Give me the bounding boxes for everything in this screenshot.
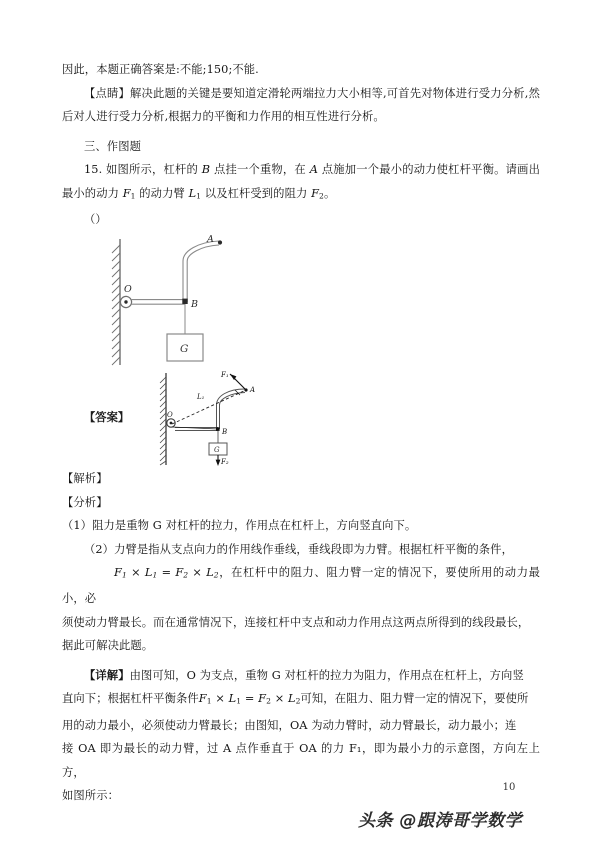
q15-f1-sub: 1 bbox=[130, 191, 136, 201]
answer-point-b-dot bbox=[216, 427, 220, 431]
detail-formula-l1: L bbox=[228, 692, 237, 706]
answer-label-a: A bbox=[250, 386, 256, 395]
q15-l1: L bbox=[188, 186, 197, 200]
q15-text-6: 。 bbox=[323, 186, 336, 200]
detail-f2-sub: 2 bbox=[266, 697, 271, 707]
answer-wall-hatching bbox=[160, 377, 166, 465]
detail-f1-sub: 1 bbox=[206, 697, 212, 707]
figure-lever-question bbox=[106, 235, 286, 371]
q15-f2-sub: 2 bbox=[319, 191, 324, 201]
detail-text-2a: 直向下；根据杠杆平衡条件 bbox=[62, 692, 199, 706]
formula-f2-sub: 2 bbox=[183, 570, 189, 580]
detail-text-1: 由图可知，O 为支点，重物 G 对杠杆的拉力为阻力，作用点在杠杆上，方向竖 bbox=[129, 668, 524, 682]
detail-formula-l2: L bbox=[287, 692, 296, 706]
q15-l1-sub: 1 bbox=[196, 191, 202, 201]
watermark bbox=[0, 806, 600, 831]
answer-figure-row bbox=[62, 371, 540, 467]
analysis-point-1: （1）阻力是重物 G 对杠杆的拉力，作用点在杠杆上，方向竖直向下。 bbox=[62, 519, 417, 533]
answer-label-o: O bbox=[167, 411, 173, 420]
answer-label-l1: L₁ bbox=[197, 393, 205, 402]
point-b-dot bbox=[182, 299, 187, 304]
detail-times-1: × bbox=[211, 692, 229, 706]
question-15 bbox=[62, 158, 540, 208]
conclusion-line: 因此，本题正确答案是:不能;150;不能. bbox=[62, 63, 259, 76]
detail-paragraph-2 bbox=[62, 687, 540, 713]
curve-outer bbox=[187, 245, 219, 261]
empty-paren-line: （） bbox=[84, 212, 107, 226]
watermark-text: 头条 @跟涛哥学数学 bbox=[358, 811, 522, 831]
answer-label-g: G bbox=[214, 446, 220, 455]
formula-l2-sub: 2 bbox=[213, 570, 219, 580]
detail-paragraph-1 bbox=[62, 664, 540, 688]
detail-paragraph-3: 用的动力最小，必须使动力臂最长；由图知，OA 为动力臂时，动力臂最长，动力最小；连 bbox=[62, 718, 517, 732]
detail-formula-f2: F bbox=[258, 692, 267, 706]
label-a: A bbox=[207, 235, 214, 246]
detail-label: 【详解】 bbox=[84, 667, 130, 682]
answer-label-f1: F₁ bbox=[221, 371, 229, 380]
analysis-point-2d: 据此可解决此题。 bbox=[62, 639, 154, 653]
pivot-dot bbox=[124, 300, 127, 303]
q15-text-1: 15. 如图所示，杠杆的 bbox=[84, 163, 202, 176]
label-g: G bbox=[180, 343, 189, 356]
page-number-value: 10 bbox=[502, 782, 516, 793]
q15-point-b: B bbox=[201, 163, 211, 176]
formula-times-2: × bbox=[188, 566, 207, 580]
section-heading: 三、作图题 bbox=[84, 139, 141, 153]
detail-l1-sub: 1 bbox=[236, 697, 242, 707]
answer-label-b: B bbox=[222, 428, 228, 437]
detail-equals: = bbox=[241, 692, 259, 706]
answer-pivot-dot bbox=[170, 422, 173, 425]
answer-curve-inner bbox=[217, 389, 246, 405]
point-a-dot bbox=[218, 241, 222, 245]
analysis-sub-label: 【分析】 bbox=[62, 495, 108, 509]
detail-l2-sub: 2 bbox=[295, 697, 301, 707]
formula-times-1: × bbox=[126, 566, 145, 580]
answer-label-f2: F₂ bbox=[221, 458, 229, 467]
question-figure-wrap bbox=[62, 235, 540, 371]
analysis-label: 【解析】 bbox=[62, 472, 108, 486]
label-o: O bbox=[124, 284, 132, 296]
detail-paragraph-5: 如图所示： bbox=[62, 789, 119, 803]
q15-text-3: 点施加一个最小的动力使杠杆平衡。请画出最小的动力 bbox=[62, 163, 541, 200]
label-b: B bbox=[191, 299, 198, 311]
page-number bbox=[0, 782, 600, 793]
analysis-2b: ，在杠杆中的阻力、阻力臂一定的情况下，要使所用的动力最小，必 bbox=[62, 566, 540, 606]
formula-f1-sub: 1 bbox=[121, 570, 127, 580]
tip-paragraph: 【点睛】解决此题的关键是要知道定滑轮两端拉力大小相等,可首先对物体进行受力分析,然后对人进行受力分析,根据力的平衡和力作用的相互性进行分析。 bbox=[62, 86, 540, 123]
q15-f1: F bbox=[122, 186, 131, 200]
answer-label: 【答案】 bbox=[84, 410, 130, 425]
q15-text-2: 点挂一个重物，在 bbox=[210, 163, 310, 176]
power-arm-line-l1 bbox=[172, 390, 246, 424]
formula-f1: F bbox=[114, 566, 122, 580]
figure-lever-answer bbox=[150, 371, 280, 467]
formula-f2: F bbox=[175, 566, 184, 580]
detail-paragraph-4: 接 OA 即为最长的动力臂，过 A 点作垂直于 OA 的力 F₁，即为最小力的示意图，方向左上方， bbox=[62, 742, 540, 779]
formula-lever-balance bbox=[62, 561, 540, 611]
force-f2-arrowhead bbox=[216, 460, 221, 466]
formula-l1: L bbox=[144, 566, 153, 580]
q15-text-5: 以及杠杆受到的阻力 bbox=[201, 186, 312, 200]
formula-equals: = bbox=[157, 566, 176, 580]
wall-hatching bbox=[112, 245, 120, 365]
analysis-point-2c: 须使动力臂最长。而在通常情况下，连接杠杆中支点和动力作用点这两点所得到的线段最长， bbox=[62, 615, 530, 629]
detail-formula-f1: F bbox=[198, 692, 207, 706]
detail-text-2b: 可知，在阻力、阻力臂一定的情况下，要使所 bbox=[300, 692, 529, 706]
q15-f2: F bbox=[311, 186, 320, 200]
formula-l2: L bbox=[206, 566, 214, 580]
document-content bbox=[62, 58, 540, 808]
q15-text-4: 的动力臂 bbox=[135, 186, 189, 200]
analysis-point-2: （2）力臂是指从支点向力的作用线作垂线，垂线段即为力臂。根据杠杆平衡的条件， bbox=[84, 542, 513, 556]
q15-point-a: A bbox=[309, 163, 318, 176]
formula-l1-sub: 1 bbox=[152, 570, 158, 580]
detail-times-2: × bbox=[271, 692, 288, 706]
